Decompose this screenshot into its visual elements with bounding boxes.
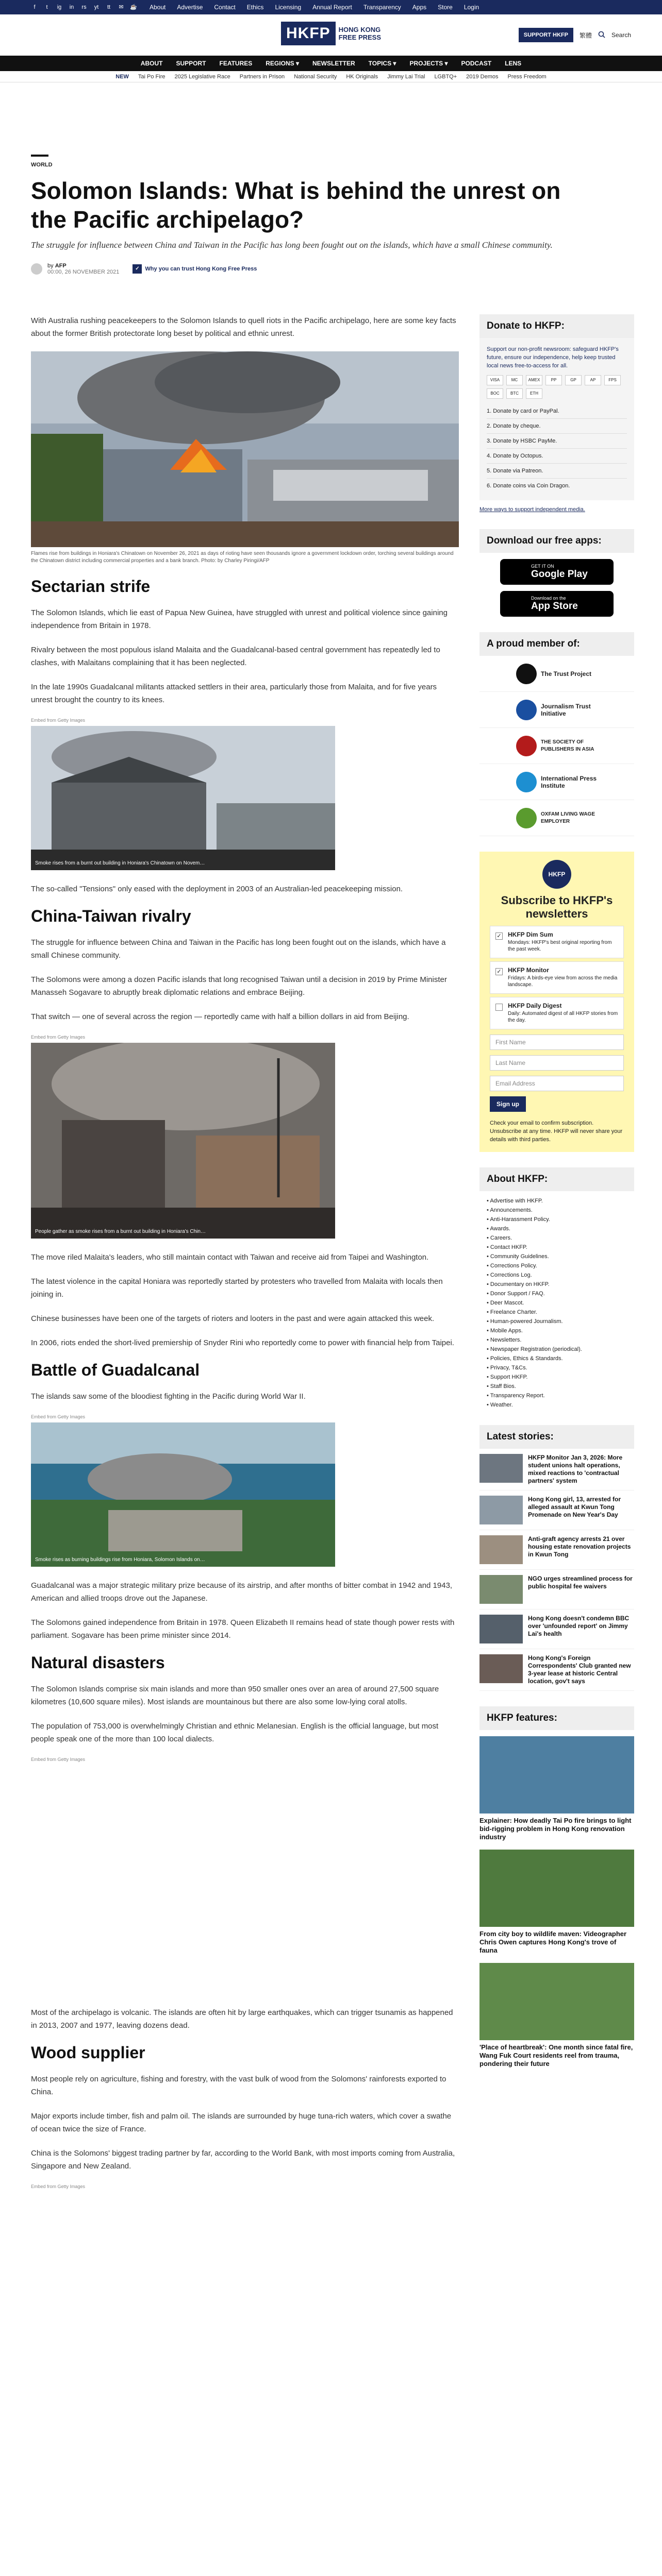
section-heading: China-Taiwan rivalry (31, 907, 191, 925)
about-link[interactable]: • Human-powered Journalism. (487, 1317, 627, 1326)
trust-project-logo (516, 664, 537, 684)
about-link[interactable]: • Corrections Log. (487, 1270, 627, 1280)
paypal-icon: PP (545, 375, 562, 385)
story-thumbnail (479, 1575, 523, 1604)
about-link[interactable]: • Support HKFP. (487, 1372, 627, 1382)
jti-logo (516, 700, 537, 720)
about-link[interactable]: • Newspaper Registration (periodical). (487, 1345, 627, 1354)
nav-regions[interactable]: REGIONS ▾ (266, 60, 299, 67)
newsletter-logo: HKFP (542, 860, 571, 889)
donate-option[interactable]: 3. Donate by HSBC PayMe. (487, 434, 627, 449)
section-heading: Battle of Guadalcanal (31, 1361, 200, 1379)
about-list (479, 1191, 634, 1415)
amex-icon: AMEX (526, 375, 542, 385)
story-thumbnail (479, 1454, 523, 1483)
story-thumbnail (479, 1496, 523, 1524)
trending-link[interactable]: 2025 Legislative Race (174, 73, 230, 80)
embed-credit[interactable]: Embed from Getty Images (31, 1757, 86, 1762)
newsletter-option-desc: Fridays: A birds-eye view from across the media landscape. (508, 975, 618, 988)
checkbox[interactable]: ✓ (495, 968, 503, 975)
google-play-small: GET IT ON (531, 564, 554, 569)
embed-caption: People gather as smoke rises from a burnt out building in Honiara's Chin… (35, 1229, 206, 1234)
google-play-big: Google Play (531, 569, 588, 580)
photo-crowd-smoke-art (31, 1043, 335, 1239)
about-link[interactable]: • Newsletters. (487, 1335, 627, 1345)
photo-burnt-building-art (31, 726, 335, 870)
linkedin-icon[interactable]: in (69, 4, 74, 10)
embed-caption: Smoke rises as burning buildings rise from Honiara, Solomon Islands on… (35, 1557, 205, 1563)
story-title: Hong Kong's Foreign Correspondents' Club granted new 3-year lease at historic Central location, gov't says (528, 1654, 631, 1685)
latest-widget (479, 1425, 634, 1691)
nav-newsletter[interactable]: NEWSLETTER (312, 60, 355, 67)
paragraph: The Solomons gained independence from Britain in 1978. Queen Elizabeth II remains head of state though power rests with parliament. Sogavare has been prime minister since 2014. (31, 1618, 455, 1640)
newsletter-option-daily-digest[interactable] (490, 997, 624, 1029)
feature-story[interactable] (479, 1736, 634, 1841)
donate-text[interactable]: Support our non-profit newsroom: safeguard HKFP's future, ensure our independence, help keep trusted local news free-to-access for all. (487, 346, 619, 369)
fps-icon: FPS (604, 375, 621, 385)
donate-title: Donate to HKFP: (479, 314, 634, 338)
about-link[interactable]: • Anti-Harassment Policy. (487, 1215, 627, 1224)
story-thumbnail (479, 1654, 523, 1683)
about-widget (479, 1167, 634, 1415)
trust-icon: ✓ (133, 264, 142, 274)
about-link[interactable]: • Weather. (487, 1400, 627, 1410)
top-bar (0, 0, 662, 14)
photo-aerial-smoke-art (31, 1422, 335, 1567)
paragraph: The Solomon Islands, which lie east of Papua New Guinea, have struggled with unrest and political violence since gaining independence from Britain in 1978. (31, 608, 448, 630)
logo-wordmark (339, 26, 381, 41)
bitcoin-icon: BTC (506, 388, 523, 399)
apps-widget (479, 529, 634, 617)
nav-features[interactable]: FEATURES (219, 60, 253, 67)
feature-story[interactable] (479, 1850, 634, 1955)
paragraph: China is the Solomons' biggest trading partner by far, according to the World Bank, with most imports coming from Australia, Singapore and New Zealand. (31, 2149, 455, 2171)
nav-podcast[interactable]: PODCAST (461, 60, 492, 67)
logo-text-line-2: FREE PRESS (338, 33, 382, 41)
story-thumbnail (479, 1535, 523, 1564)
first-name-input[interactable]: First Name (490, 1035, 624, 1050)
member-jti[interactable] (479, 692, 634, 728)
rss-icon[interactable]: rs (81, 4, 87, 10)
latest-story[interactable] (479, 1449, 634, 1490)
author-avatar (31, 263, 42, 275)
latest-story[interactable] (479, 1490, 634, 1530)
visa-icon: VISA (487, 375, 503, 385)
checkbox[interactable]: ✓ (495, 933, 503, 940)
paragraph: That switch — one of several across the region — reportedly came with half a billion dollars in aid from Beijing. (31, 1012, 409, 1021)
latest-story[interactable] (479, 1649, 634, 1691)
top-link-transparency[interactable]: Transparency (363, 4, 401, 11)
photo-caption: Flames rise from buildings in Honiara's Chinatown on November 26, 2021 as days of rioting have seen thousands ignore a government lockdown order, torching several buildings around the Chinatown district including commercial properties and a bank branch. Photo: by Charley Piringi/AFP (31, 551, 454, 564)
latest-story[interactable] (479, 1570, 634, 1609)
checkbox[interactable] (495, 1004, 503, 1011)
feature-image (479, 1963, 634, 2040)
about-link[interactable]: • Policies, Ethics & Standards. (487, 1354, 627, 1363)
figure-getty-embed (31, 1035, 459, 1239)
about-link[interactable]: • Transparency Report. (487, 1391, 627, 1400)
paragraph: In the late 1990s Guadalcanal militants attacked settlers in their area, particularly those from Malaita, and for five years unrest brought the country to its knees. (31, 683, 437, 704)
top-link-advertise[interactable]: Advertise (177, 4, 203, 11)
email-input[interactable]: Email Address (490, 1076, 624, 1091)
google-play-button[interactable] (500, 559, 614, 585)
sidebar (479, 314, 634, 2076)
top-link-annual-report[interactable]: Annual Report (312, 4, 352, 11)
paragraph: Most of the archipelago is volcanic. The islands are often hit by large earthquakes, which can trigger tsunamis as happened in 2013, 2007 and 1977, leaving dozens dead. (31, 2008, 453, 2030)
about-title: About HKFP: (479, 1167, 634, 1191)
latest-title: Latest stories: (479, 1425, 634, 1449)
member-title: A proud member of: (479, 632, 634, 656)
trending-link[interactable]: HK Originals (346, 73, 378, 80)
member-oxfam[interactable] (479, 800, 634, 836)
figure-chinatown-fire (31, 351, 459, 565)
author-name[interactable]: AFP (55, 263, 67, 269)
newsletter-option-name: HKFP Monitor (508, 967, 549, 974)
facebook-icon[interactable]: f (34, 4, 36, 10)
trending-link[interactable]: Partners in Prison (239, 73, 285, 80)
trust-link[interactable] (133, 264, 257, 274)
newsletter-option-desc: Daily: Automated digest of all HKFP stories from the day. (508, 1011, 618, 1023)
top-link-contact[interactable]: Contact (214, 4, 236, 11)
newsletter-option-dim-sum[interactable] (490, 926, 624, 958)
nav-about[interactable]: ABOUT (140, 60, 163, 67)
photo-aerial-smoke[interactable] (31, 1422, 335, 1567)
search-label[interactable]: Search (611, 31, 631, 39)
newsletter-title: Subscribe to HKFP's newsletters (501, 894, 613, 920)
member-name: International Press Institute (541, 774, 597, 789)
embed-credit[interactable]: Embed from Getty Images (31, 2184, 86, 2189)
language-switch[interactable]: 繁體 (579, 31, 592, 39)
about-link[interactable]: • Privacy, T&Cs. (487, 1363, 627, 1372)
trending-link[interactable]: Jimmy Lai Trial (387, 73, 425, 80)
feature-title: Explainer: How deadly Tai Po fire brings to light bid-rigging problem in Hong Kong renovation industry (479, 1817, 632, 1841)
nav-lens[interactable]: LENS (505, 60, 522, 67)
story-title: NGO urges streamlined process for public hospital fee waivers (528, 1575, 633, 1590)
trending-link[interactable]: Press Freedom (507, 73, 547, 80)
logo-mark: HKFP (281, 22, 336, 45)
figure-getty-embed (31, 718, 459, 870)
support-hkfp-button[interactable]: SUPPORT HKFP (519, 28, 573, 42)
section-heading: Wood supplier (31, 2043, 145, 2062)
trending-link[interactable]: Tai Po Fire (138, 73, 166, 80)
trending-nav (0, 71, 662, 82)
header-actions (519, 28, 631, 42)
figure-getty-embed (31, 2184, 459, 2189)
embed-credit[interactable]: Embed from Getty Images (31, 1035, 86, 1040)
app-store-button[interactable] (500, 591, 614, 617)
features-title: HKFP features: (479, 1706, 634, 1730)
new-badge: NEW (115, 73, 129, 80)
feature-story[interactable] (479, 1963, 634, 2068)
last-name-input[interactable]: Last Name (490, 1055, 624, 1071)
by-label: by (47, 263, 54, 269)
byline (31, 263, 631, 275)
donate-option[interactable]: 1. Donate by card or PayPal. (487, 404, 627, 419)
paragraph: The move riled Malaita's leaders, who still maintain contact with Taiwan and receive aid from Taipei and Washington. (31, 1253, 429, 1262)
paragraph: In 2006, riots ended the short-lived premiership of Snyder Rini who reportedly come to power with financial help from Taipei. (31, 1338, 454, 1347)
newsletter-option-monitor[interactable] (490, 961, 624, 994)
mail-icon[interactable]: ✉ (119, 4, 124, 10)
member-name: THE SOCIETY OF PUBLISHERS IN ASIA (541, 739, 594, 752)
features-widget (479, 1706, 634, 2068)
kicker-rule (31, 155, 48, 157)
nav-support[interactable]: SUPPORT (176, 60, 206, 67)
signup-button[interactable]: Sign up (490, 1096, 526, 1112)
section-heading: Sectarian strife (31, 577, 151, 596)
latest-story[interactable] (479, 1609, 634, 1649)
donate-option[interactable]: 2. Donate by cheque. (487, 419, 627, 434)
nav-projects[interactable]: PROJECTS ▾ (409, 60, 448, 67)
member-name: The Trust Project (541, 670, 592, 677)
article-title: Solomon Islands: What is behind the unrest on the Pacific archipelago? (31, 177, 561, 233)
article-body (31, 314, 459, 2201)
about-link[interactable]: • Corrections Policy. (487, 1261, 627, 1270)
newsletter-widget (479, 852, 634, 1152)
feature-title: 'Place of heartbreak': One month since fatal fire, Wang Fuk Court residents reel from trauma, pondering their future (479, 2043, 633, 2067)
about-link[interactable]: • Community Guidelines. (487, 1252, 627, 1261)
about-link[interactable]: • Documentary on HKFP. (487, 1280, 627, 1289)
app-store-small: Download on the (531, 596, 566, 601)
top-link-store[interactable]: Store (438, 4, 453, 11)
about-link[interactable]: • Freelance Charter. (487, 1308, 627, 1317)
nav-topics[interactable]: TOPICS ▾ (368, 60, 396, 67)
paragraph: Guadalcanal was a major strategic military prize because of its airstrip, and after months of bitter combat in 1942 and 1943, American and allied troops drove out the Japanese. (31, 1581, 453, 1603)
about-link[interactable]: • Deer Mascot. (487, 1298, 627, 1308)
about-link[interactable]: • Mobile Apps. (487, 1326, 627, 1335)
paragraph: The so-called "Tensions" only eased with the deployment in 2003 of an Australian-led peacekeeping mission. (31, 885, 403, 893)
donate-widget (479, 314, 634, 514)
about-link[interactable]: • Awards. (487, 1224, 627, 1233)
about-link[interactable]: • Advertise with HKFP. (487, 1196, 627, 1206)
figure-getty-embed (31, 1414, 459, 1567)
story-thumbnail (479, 1615, 523, 1643)
photo-chinatown-fire-art (31, 351, 459, 547)
story-title: Hong Kong doesn't condemn BBC over 'unfounded report' on Jimmy Lai's health (528, 1615, 630, 1637)
photo-chinatown-fire (31, 351, 459, 547)
article-category[interactable]: WORLD (31, 162, 53, 168)
apps-title: Download our free apps: (479, 529, 634, 553)
paragraph: Most people rely on agriculture, fishing and forestry, with the vast bulk of wood from the Solomons' rainforests exported to China. (31, 2075, 446, 2096)
byline-text (47, 263, 119, 275)
instagram-icon[interactable]: ig (57, 4, 62, 10)
boc-icon: BOC (487, 388, 503, 399)
latest-story[interactable] (479, 1530, 634, 1570)
member-ipi[interactable] (479, 764, 634, 800)
about-link[interactable]: • Careers. (487, 1233, 627, 1243)
figure-getty-embed (31, 1757, 459, 1994)
paragraph: Rivalry between the most populous island Malaita and the Guadalcanal-based central government has repeatedly led to clashes, with Malaitans complaining that it has been neglected. (31, 646, 440, 667)
paragraph: The Solomons were among a dozen Pacific islands that long recognised Taiwan until a decision in 2019 by Prime Minister Manasseh Sogavare to abruptly break diplomatic relations and embrace Beijing. (31, 975, 447, 997)
coffee-icon[interactable]: ☕ (130, 4, 137, 10)
social-links (31, 4, 137, 11)
paragraph: The islands saw some of the bloodiest fighting in the Pacific during World War II. (31, 1392, 306, 1401)
paragraph: The population of 753,000 is overwhelmingly Christian and ethnic Melanesian. English is the official language, but most people speak one of the more than 100 local dialects. (31, 1722, 439, 1743)
photo-crowd-smoke[interactable] (31, 1043, 335, 1239)
section-heading: Natural disasters (31, 1653, 165, 1672)
member-name: Journalism Trust Initiative (541, 702, 591, 717)
article-header (31, 155, 631, 275)
member-sopa[interactable] (479, 728, 634, 764)
newsletter-note: Check your email to confirm subscription. Unsubscribe at any time. HKFP will never share your details with third parties. (490, 1120, 623, 1143)
story-title: Hong Kong girl, 13, arrested for alleged assault at Kwun Tong Promenade on New Year's Day (528, 1496, 621, 1518)
newsletter-option-desc: Mondays: HKFP's best original reporting from the past week. (508, 940, 612, 952)
site-logo[interactable] (281, 22, 381, 45)
member-name: OXFAM LIVING WAGE EMPLOYER (541, 811, 595, 824)
feature-title: From city boy to wildlife maven: Videographer Chris Owen captures Hong Kong's trove of fauna (479, 1930, 627, 1954)
apple-pay-icon: AP (585, 375, 601, 385)
top-links (150, 4, 479, 11)
member-trust-project[interactable] (479, 656, 634, 692)
top-link-apps[interactable]: Apps (412, 4, 427, 11)
embed-credit[interactable]: Embed from Getty Images (31, 1414, 86, 1419)
app-store-big: App Store (531, 601, 578, 612)
paragraph: The Solomon Islands comprise six main islands and more than 950 smaller ones over an area of around 27,500 square kilometres (10,600 square miles). Most islands are mountainous but there are also some low-lying coral atolls. (31, 1685, 439, 1706)
newsletter-option-name: HKFP Dim Sum (508, 931, 553, 938)
donate-option[interactable]: 6. Donate coins via Coin Dragon. (487, 483, 570, 489)
top-link-about[interactable]: About (150, 4, 166, 11)
feature-image (479, 1850, 634, 1927)
top-link-ethics[interactable]: Ethics (246, 4, 264, 11)
article-standfirst: The struggle for influence between China and Taiwan in the Pacific has long been fought out on the islands, which have a small Chinese community. (31, 240, 553, 250)
paragraph: Major exports include timber, fish and palm oil. The islands are surrounded by huge tuna-rich waters, which cover a swathe of ocean twice the size of France. (31, 2112, 452, 2133)
embed-caption: Smoke rises from a burnt out building in Honiara's Chinatown on Novem… (35, 860, 205, 866)
about-link[interactable]: • Announcements. (487, 1206, 627, 1215)
top-link-licensing[interactable]: Licensing (275, 4, 302, 11)
paragraph: The latest violence in the capital Honiara was reportedly started by protesters who travelled from Malaita with locals then joining in. (31, 1277, 443, 1299)
google-pay-icon: GP (565, 375, 582, 385)
ethereum-icon: ETH (526, 388, 542, 399)
donate-option[interactable]: 4. Donate by Octopus. (487, 449, 627, 464)
main-nav (0, 56, 662, 71)
trending-link[interactable]: 2019 Demos (466, 73, 499, 80)
paragraph: Chinese businesses have been one of the targets of rioters and looters in the past and were again attacked this week. (31, 1314, 435, 1323)
trust-label: Why you can trust Hong Kong Free Press (145, 266, 257, 272)
payment-icons (487, 375, 627, 399)
ipi-logo (516, 772, 537, 792)
about-link[interactable]: • Donor Support / FAQ. (487, 1289, 627, 1298)
newsletter-option-name: HKFP Daily Digest (508, 1002, 562, 1009)
embed-credit[interactable]: Embed from Getty Images (31, 718, 86, 723)
publish-date: 00:00, 26 NOVEMBER 2021 (47, 269, 120, 275)
mastercard-icon: MC (506, 375, 523, 385)
member-widget (479, 632, 634, 836)
trending-link[interactable]: National Security (294, 73, 337, 80)
tiktok-icon[interactable]: tt (107, 4, 111, 10)
sopa-logo (516, 736, 537, 756)
search-icon[interactable] (598, 31, 605, 40)
story-title: HKFP Monitor Jan 3, 2026: More student unions halt operations, mixed reactions to 'contractual partners' system (528, 1454, 623, 1484)
oxfam-logo (516, 808, 537, 828)
about-link[interactable]: • Staff Bios. (487, 1382, 627, 1391)
top-link-login[interactable]: Login (464, 4, 479, 11)
feature-image (479, 1736, 634, 1814)
paragraph: The struggle for influence between China and Taiwan in the Pacific has long been fought out on the islands, which have a small Chinese community. (31, 938, 446, 960)
story-title: Anti-graft agency arrests 21 over housing estate renovation projects in Kwun Tong (528, 1535, 631, 1558)
youtube-icon[interactable]: yt (94, 4, 99, 10)
paragraph: With Australia rushing peacekeepers to the Solomon Islands to quell riots in the Pacific archipelago, here are some key facts about the former British protectorate long beset by political and ethnic unrest. (31, 316, 456, 338)
logo-text-line-1: HONG KONG (338, 26, 381, 33)
site-header (0, 14, 662, 56)
about-link[interactable]: • Contact HKFP. (487, 1243, 627, 1252)
photo-burnt-building[interactable] (31, 726, 335, 870)
donate-option[interactable]: 5. Donate via Patreon. (487, 464, 627, 479)
donate-more-link[interactable]: More ways to support independent media. (479, 506, 585, 513)
trending-link[interactable]: LGBTQ+ (434, 73, 457, 80)
twitter-icon[interactable]: t (46, 4, 48, 10)
